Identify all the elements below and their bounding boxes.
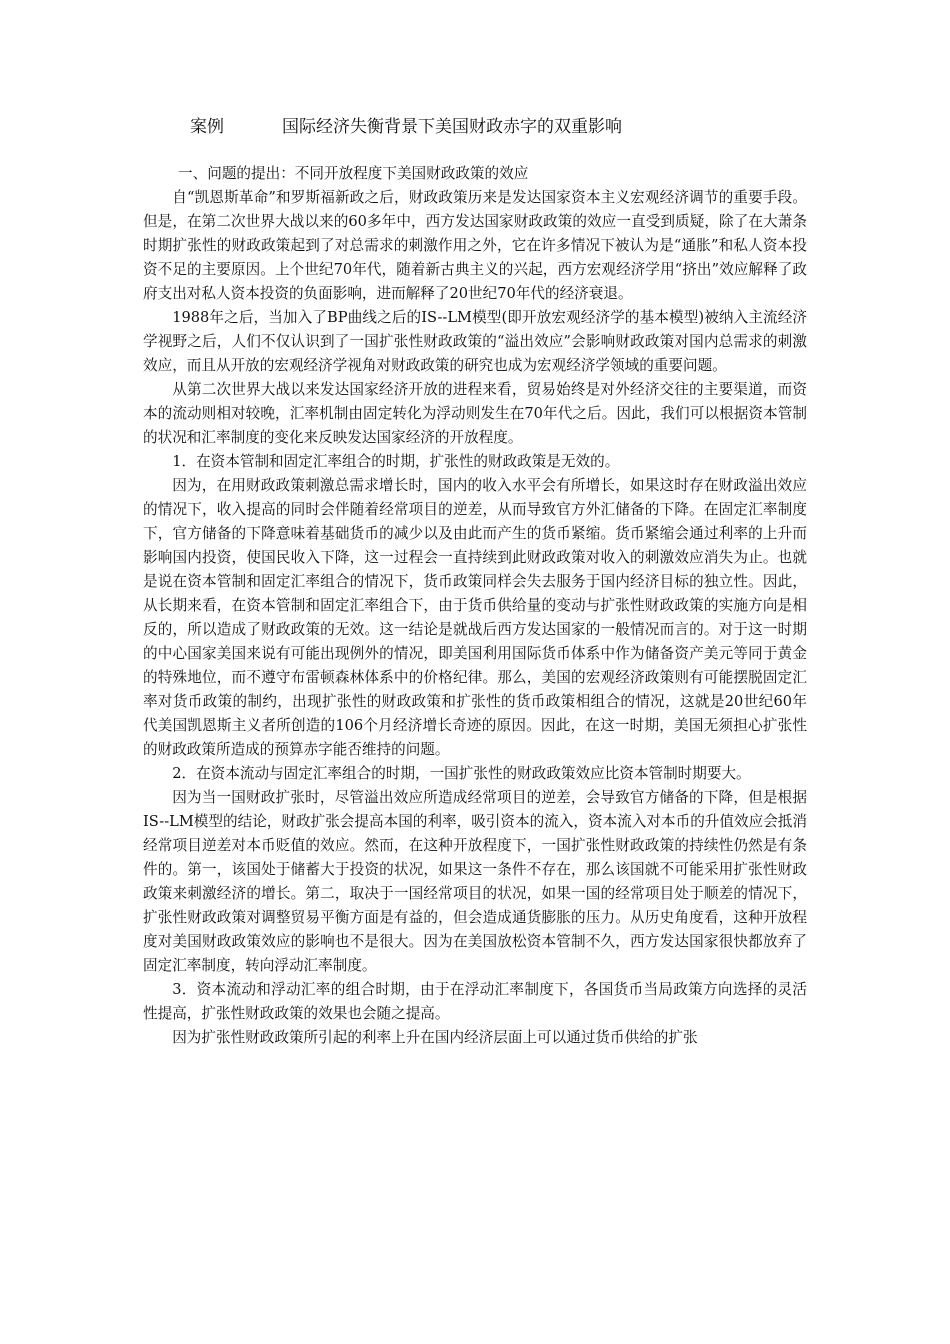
case-label: 案例 xyxy=(190,117,224,137)
paragraph: 因为，在用财政政策刺激总需求增长时，国内的收入水平会有所增长，如果这时存在财政溢出效应的情况下，收入提高的同时会伴随着经常项目的逆差，从而导致官方外汇储备的下降。在固定汇率制度下，官方储备的下降意味着基础货币的减少以及由此而产生的货币紧缩。货币紧缩会通过利率的上升而影响国内投资，使国民收入下降，这一过程会一直持续到此财政政策对收入的刺激效应消失为止。也就是说在资本管制和固定汇率组合的情况下，货币政策同样会失去服务于国内经济目标的独立性。因此，从长期来看，在资本管制和固定汇率组合下，由于货币供给量的变动与扩张性财政政策的实施方向是相反的，所以造成了财政政策的无效。这一结论是就战后西方发达国家的一般情况而言的。对于这一时期的中心国家美国来说有可能出现例外的情况，即美国利用国际货币体系中作为储备资产美元等同于黄金的特殊地位，而不遵守布雷顿森林体系中的价格纪律。那么，美国的宏观经济政策则有可能摆脱固定汇率对货币政策的制约，出现扩张性的财政政策和扩张性的货币政策相组合的情况，这就是20世纪60年代美国凯恩斯主义者所创造的106个月经济增长奇迹的原因。因此，在这一时期，美国无须担心扩张性的财政政策所造成的预算赤字能否维持的问题。 xyxy=(143,477,807,758)
title-text: 国际经济失衡背景下美国财政赤字的双重影响 xyxy=(282,117,622,137)
paragraph: 从第二次世界大战以来发达国家经济开放的进程来看，贸易始终是对外经济交往的主要渠道，而资本的流动则相对较晚，汇率机制由固定转化为浮动则发生在70年代之后。因此，我们可以根据资本管制的状况和汇率制度的变化来反映发达国家经济的开放程度。 xyxy=(143,381,807,446)
section-heading: 一、问题的提出：不同开放程度下美国财政政策的效应 xyxy=(178,165,529,182)
document-body xyxy=(143,162,807,1050)
paragraph: 因为扩张性财政政策所引起的利率上升在国内经济层面上可以通过货币供给的扩张 xyxy=(172,1029,698,1046)
numbered-point: 2．在资本流动与固定汇率组合的时期，一国扩张性的财政政策效应比资本管制时期要大。 xyxy=(172,765,751,782)
paragraph: 自“凯恩斯革命”和罗斯福新政之后，财政政策历来是发达国家资本主义宏观经济调节的重要手段。但是，在第二次世界大战以来的60多年中，西方发达国家财政政策的效应一直受到质疑，除了在大萧条时期扩张性的财政政策起到了对总需求的刺激作用之外，它在许多情况下被认为是“通胀”和私人资本投资不足的主要原因。上个世纪70年代，随着新古典主义的兴起，西方宏观经济学用“挤出”效应解释了政府支出对私人资本投资的负面影响，进而解释了20世纪70年代的经济衰退。 xyxy=(143,189,807,302)
numbered-point: 1．在资本管制和固定汇率组合的时期，扩张性的财政政策是无效的。 xyxy=(172,453,620,470)
document-title xyxy=(190,113,622,141)
numbered-point: 3．资本流动和浮动汇率的组合时期，由于在浮动汇率制度下，各国货币当局政策方向选择的灵活性提高，扩张性财政政策的效果也会随之提高。 xyxy=(143,981,807,1022)
paragraph: 因为当一国财政扩张时，尽管溢出效应所造成经常项目的逆差，会导致官方储备的下降，但是根据IS--LM模型的结论，财政扩张会提高本国的利率，吸引资本的流入，资本流入对本币的升值效应会抵消经常项目逆差对本币贬值的效应。然而，在这种开放程度下，一国扩张性财政政策的持续性仍然是有条件的。第一，该国处于储蓄大于投资的状况，如果这一条件不存在，那么该国就不可能采用扩张性财政政策来刺激经济的增长。第二，取决于一国经常项目的状况，如果一国的经常项目处于顺差的情况下，扩张性财政政策对调整贸易平衡方面是有益的，但会造成通货膨胀的压力。从历史角度看，这种开放程度对美国财政政策效应的影响也不是很大。因为在美国放松资本管制不久，西方发达国家很快都放弃了固定汇率制度，转向浮动汇率制度。 xyxy=(143,789,807,974)
paragraph: 1988年之后，当加入了BP曲线之后的IS--LM模型(即开放宏观经济学的基本模型)被纳入主流经济学视野之后，人们不仅认识到了一国扩张性财政政策的“溢出效应”会影响财政政策对国内总需求的刺激效应，而且从开放的宏观经济学视角对财政政策的研究也成为宏观经济学领域的重要问题。 xyxy=(143,309,807,374)
